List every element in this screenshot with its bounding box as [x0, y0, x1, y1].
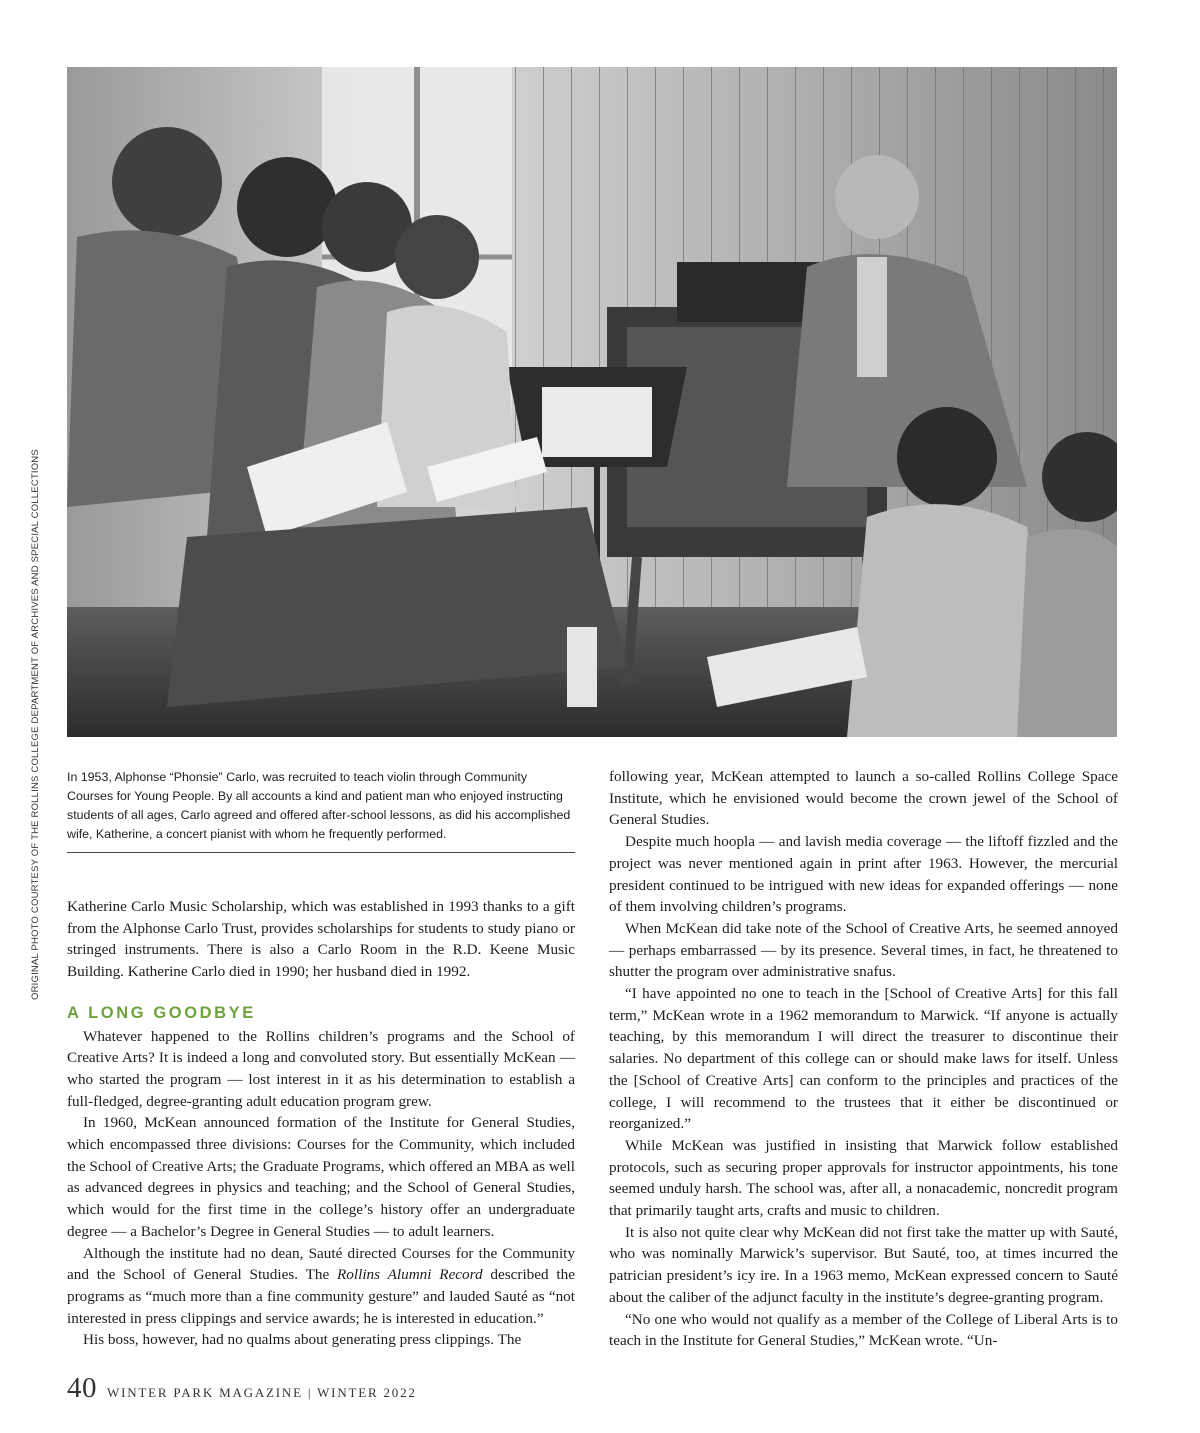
paragraph: In 1960, McKean announced formation of the Institute for General Studies, which encompassed three divisions: Courses for the Community, which included the School of Creative Arts; the Graduate Programs, which offered an MBA as well as advanced degrees in physics and teaching; and the School of General Studies, which would for the first time in the college’s history offer an undergraduate degree — a Bachelor’s Degree in General Studies — to adult learners. [67, 1114, 575, 1240]
section-heading: A LONG GOODBYE [67, 1003, 256, 1022]
page-number: 40 [67, 1372, 97, 1404]
page-footer [67, 1372, 417, 1405]
paragraph: His boss, however, had no qualms about generating press clippings. The [83, 1331, 522, 1349]
text-run: Although the institute had no dean, Sauté directed Courses for the Community and the School of General Studies. The [67, 1244, 575, 1284]
paragraph: While McKean was justified in insisting that Marwick follow established protocols, such as securing proper approvals for instructor appointments, his tone seemed unduly harsh. The school was, after all, a nonacademic, noncredit program that primarily taught arts, crafts and music to children. [609, 1136, 1118, 1220]
left-column [67, 896, 575, 1351]
photo-credit-text: ORIGINAL PHOTO COURTESY OF THE ROLLINS COLLEGE DEPARTMENT OF ARCHIVES AND SPECIAL COLLECTIONS [30, 449, 41, 1000]
right-column [609, 766, 1118, 1352]
paragraph: Katherine Carlo Music Scholarship, which was established in 1993 thanks to a gift from the Alphonse Carlo Trust, provides scholarships for students to study piano or stringed instruments. There is also a Carlo Room in the R.D. Keene Music Building. Katherine Carlo died in 1990; her husband died in 1992. [67, 898, 575, 981]
paragraph: Whatever happened to the Rollins children’s programs and the School of Creative Arts? It is indeed a long and convoluted story. But essentially McKean — who started the program — lost interest in it as his determination to establish a full-fledged, degree-granting adult education program grew. [67, 1027, 575, 1110]
paragraph [67, 1243, 575, 1330]
publication-line: WINTER PARK MAGAZINE | WINTER 2022 [107, 1385, 417, 1400]
paragraph: “I have appointed no one to teach in the [School of Creative Arts] for this fall term,” McKean wrote in a 1962 memorandum to Marwick. “If anyone is actually teaching, by this memorandum I will direct the treasurer to discontinue their salaries. No department of this college can or should make laws for itself. Unless the [School of Creative Arts] can conform to the principles and practices of the college, I will recommend to the trustees that it either be discontinued or reorganized.” [609, 985, 1118, 1133]
photo-caption: In 1953, Alphonse “Phonsie” Carlo, was recruited to teach violin through Community Courses for Young People. By all accounts a kind and patient man who enjoyed instructing students of all ages, Carlo agreed and offered after-school lessons, as did his accomplished wife, Katherine, a concert pianist with whom he frequently performed. [67, 770, 571, 841]
text-run: described the programs as “much more than a fine community gesture” and lauded Sauté as “not interested in press clippings and service awards; he is interested in education.” [67, 1266, 575, 1327]
photo-illustration [67, 67, 1117, 737]
caption-divider [67, 852, 575, 853]
publication-title: Rollins Alumni Record [337, 1266, 483, 1284]
paragraph: It is also not quite clear why McKean did not first take the matter up with Sauté, who was nominally Marwick’s supervisor. But Sauté, too, at times incurred the patrician president’s icy ire. In a 1963 memo, McKean expressed concern to Sauté about the caliber of the adjunct faculty in the institute’s degree-granting program. [609, 1223, 1118, 1306]
paragraph: When McKean did take note of the School of Creative Arts, he seemed annoyed — perhaps embarrassed — by its presence. Several times, in fact, he threatened to shutter the program over administrative snafus. [609, 919, 1118, 981]
paragraph: Despite much hoopla — and lavish media coverage — the liftoff fizzled and the project was never mentioned again in print after 1963. However, the mercurial president continued to be intrigued with new ideas for expanded offerings — none of them involving children’s programs. [609, 833, 1118, 916]
paragraph: “No one who would not qualify as a member of the College of Liberal Arts is to teach in the Institute for General Studies,” McKean wrote. “Un- [609, 1310, 1118, 1350]
paragraph: following year, McKean attempted to launch a so-called Rollins College Space Institute, which he envisioned would become the crown jewel of the School of General Studies. [609, 768, 1118, 829]
archival-photo [67, 67, 1117, 737]
